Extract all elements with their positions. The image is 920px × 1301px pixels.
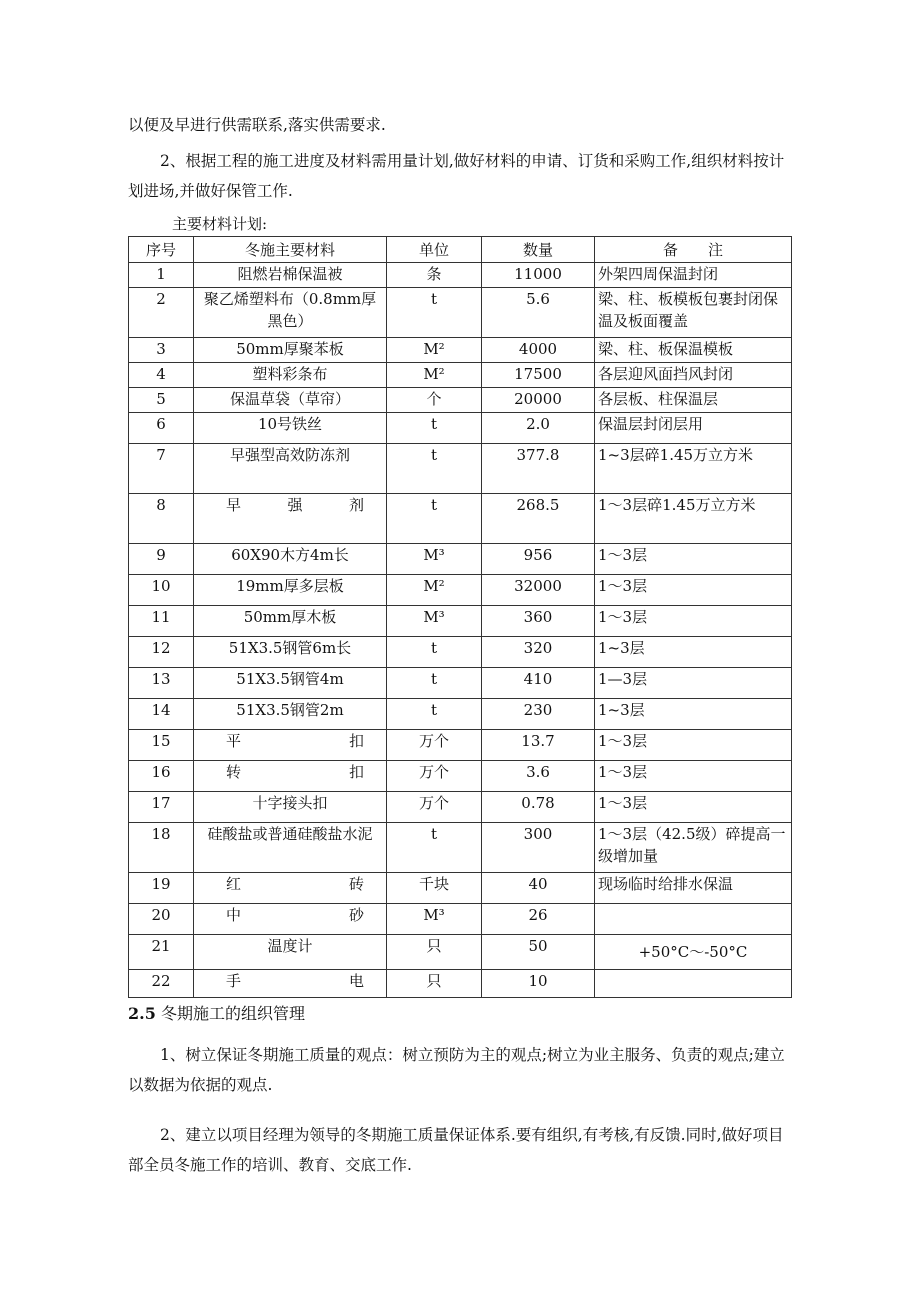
cell-material: 早强型高效防冻剂 bbox=[194, 444, 387, 494]
cell-remarks bbox=[595, 970, 792, 998]
table-caption: 主要材料计划: bbox=[172, 215, 268, 233]
cell-remarks: 梁、柱、板模板包裹封闭保温及板面覆盖 bbox=[595, 288, 792, 338]
cell-unit: t bbox=[387, 413, 482, 444]
table-row bbox=[129, 263, 792, 288]
cell-quantity: 26 bbox=[482, 904, 595, 935]
cell-seq: 11 bbox=[129, 606, 194, 637]
cell-remarks: 1—3层 bbox=[595, 668, 792, 699]
cell-material: 10号铁丝 bbox=[194, 413, 387, 444]
section-paragraph-2: 2、建立以项目经理为领导的冬期施工质量保证体系.要有组织,有考核,有反馈.同时,做好项目部全员冬施工作的培训、教育、交底工作. bbox=[128, 1126, 784, 1174]
cell-seq: 21 bbox=[129, 935, 194, 970]
table-row bbox=[129, 637, 792, 668]
table-row bbox=[129, 444, 792, 494]
table-row bbox=[129, 668, 792, 699]
cell-material: 51X3.5钢管6m长 bbox=[194, 637, 387, 668]
cell-quantity: 360 bbox=[482, 606, 595, 637]
cell-remarks: 1~3层 bbox=[595, 637, 792, 668]
cell-remarks: 现场临时给排水保温 bbox=[595, 873, 792, 904]
cell-quantity: 40 bbox=[482, 873, 595, 904]
cell-unit: M³ bbox=[387, 606, 482, 637]
table-row bbox=[129, 730, 792, 761]
cell-material: 50mm厚聚苯板 bbox=[194, 338, 387, 363]
cell-quantity: 3.6 bbox=[482, 761, 595, 792]
cell-unit: 只 bbox=[387, 970, 482, 998]
table-row bbox=[129, 904, 792, 935]
cell-unit: 万个 bbox=[387, 792, 482, 823]
cell-quantity: 0.78 bbox=[482, 792, 595, 823]
cell-seq: 15 bbox=[129, 730, 194, 761]
cell-unit: M² bbox=[387, 338, 482, 363]
cell-remarks: 各层迎风面挡风封闭 bbox=[595, 363, 792, 388]
cell-material: 保温草袋（草帘） bbox=[194, 388, 387, 413]
cell-unit: 万个 bbox=[387, 730, 482, 761]
cell-material: 19mm厚多层板 bbox=[194, 575, 387, 606]
cell-unit: 万个 bbox=[387, 761, 482, 792]
cell-unit: 条 bbox=[387, 263, 482, 288]
cell-unit: 千块 bbox=[387, 873, 482, 904]
header-material: 冬施主要材料 bbox=[194, 237, 387, 263]
section-number: 2.5 bbox=[128, 1004, 156, 1023]
section-heading bbox=[128, 1002, 305, 1026]
cell-quantity: 4000 bbox=[482, 338, 595, 363]
cell-material: 转扣 bbox=[194, 761, 387, 792]
cell-seq: 10 bbox=[129, 575, 194, 606]
cell-material: 50mm厚木板 bbox=[194, 606, 387, 637]
cell-quantity: 5.6 bbox=[482, 288, 595, 338]
cell-unit: 只 bbox=[387, 935, 482, 970]
table-row bbox=[129, 338, 792, 363]
cell-material: 51X3.5钢管4m bbox=[194, 668, 387, 699]
cell-remarks: 外架四周保温封闭 bbox=[595, 263, 792, 288]
table-row bbox=[129, 363, 792, 388]
cell-unit: t bbox=[387, 668, 482, 699]
cell-quantity: 17500 bbox=[482, 363, 595, 388]
table-row bbox=[129, 494, 792, 544]
table-body bbox=[129, 263, 792, 998]
cell-quantity: 32000 bbox=[482, 575, 595, 606]
cell-seq: 14 bbox=[129, 699, 194, 730]
cell-seq: 1 bbox=[129, 263, 194, 288]
cell-quantity: 410 bbox=[482, 668, 595, 699]
cell-unit: t bbox=[387, 494, 482, 544]
cell-unit: t bbox=[387, 444, 482, 494]
cell-seq: 5 bbox=[129, 388, 194, 413]
cell-seq: 9 bbox=[129, 544, 194, 575]
cell-material: 十字接头扣 bbox=[194, 792, 387, 823]
cell-material: 51X3.5钢管2m bbox=[194, 699, 387, 730]
cell-seq: 8 bbox=[129, 494, 194, 544]
table-row bbox=[129, 761, 792, 792]
cell-unit: 个 bbox=[387, 388, 482, 413]
cell-quantity: 11000 bbox=[482, 263, 595, 288]
cell-remarks: 1～3层碎1.45万立方米 bbox=[595, 494, 792, 544]
cell-remarks: 1～3层 bbox=[595, 792, 792, 823]
header-row bbox=[129, 237, 792, 263]
table-row bbox=[129, 413, 792, 444]
table-header bbox=[129, 237, 792, 263]
table-row bbox=[129, 606, 792, 637]
cell-unit: t bbox=[387, 288, 482, 338]
cell-remarks: 各层板、柱保温层 bbox=[595, 388, 792, 413]
cell-unit: t bbox=[387, 699, 482, 730]
cell-remarks: 1~3层 bbox=[595, 699, 792, 730]
header-seq: 序号 bbox=[129, 237, 194, 263]
cell-remarks bbox=[595, 904, 792, 935]
header-quantity: 数量 bbox=[482, 237, 595, 263]
cell-remarks: 1~3层碎1.45万立方米 bbox=[595, 444, 792, 494]
cell-remarks: 1～3层 bbox=[595, 575, 792, 606]
cell-seq: 19 bbox=[129, 873, 194, 904]
section-title: 冬期施工的组织管理 bbox=[160, 1004, 305, 1023]
cell-quantity: 268.5 bbox=[482, 494, 595, 544]
cell-material: 早强剂 bbox=[194, 494, 387, 544]
cell-seq: 13 bbox=[129, 668, 194, 699]
cell-seq: 12 bbox=[129, 637, 194, 668]
table-row bbox=[129, 544, 792, 575]
cell-remarks: 1～3层 bbox=[595, 544, 792, 575]
cell-unit: M³ bbox=[387, 904, 482, 935]
header-remarks: 备 注 bbox=[595, 237, 792, 263]
table-row bbox=[129, 823, 792, 873]
cell-quantity: 2.0 bbox=[482, 413, 595, 444]
cell-seq: 4 bbox=[129, 363, 194, 388]
cell-material: 硅酸盐或普通硅酸盐水泥 bbox=[194, 823, 387, 873]
cell-material: 平扣 bbox=[194, 730, 387, 761]
table-row bbox=[129, 699, 792, 730]
cell-quantity: 956 bbox=[482, 544, 595, 575]
cell-quantity: 377.8 bbox=[482, 444, 595, 494]
cell-material: 手电 bbox=[194, 970, 387, 998]
cell-quantity: 20000 bbox=[482, 388, 595, 413]
cell-remarks: 梁、柱、板保温模板 bbox=[595, 338, 792, 363]
cell-material: 中砂 bbox=[194, 904, 387, 935]
table-row bbox=[129, 388, 792, 413]
cell-seq: 16 bbox=[129, 761, 194, 792]
table-row bbox=[129, 935, 792, 970]
cell-seq: 7 bbox=[129, 444, 194, 494]
table-row bbox=[129, 288, 792, 338]
cell-quantity: 10 bbox=[482, 970, 595, 998]
materials-plan-table bbox=[128, 236, 792, 998]
header-unit: 单位 bbox=[387, 237, 482, 263]
cell-quantity: 230 bbox=[482, 699, 595, 730]
table-row bbox=[129, 792, 792, 823]
table-row bbox=[129, 873, 792, 904]
cell-quantity: 50 bbox=[482, 935, 595, 970]
cell-material: 温度计 bbox=[194, 935, 387, 970]
cell-quantity: 13.7 bbox=[482, 730, 595, 761]
cell-material: 60X90木方4m长 bbox=[194, 544, 387, 575]
cell-seq: 22 bbox=[129, 970, 194, 998]
cell-unit: M³ bbox=[387, 544, 482, 575]
cell-remarks: 保温层封闭层用 bbox=[595, 413, 792, 444]
cell-quantity: 320 bbox=[482, 637, 595, 668]
cell-seq: 17 bbox=[129, 792, 194, 823]
cell-remarks: 1～3层 bbox=[595, 606, 792, 637]
cell-remarks: +50°C～-50°C bbox=[595, 935, 792, 970]
cell-material: 塑料彩条布 bbox=[194, 363, 387, 388]
cell-material: 聚乙烯塑料布（0.8mm厚黑色） bbox=[194, 288, 387, 338]
cell-unit: t bbox=[387, 823, 482, 873]
cell-remarks: 1～3层 bbox=[595, 761, 792, 792]
cell-remarks: 1～3层（42.5级）碎提高一级增加量 bbox=[595, 823, 792, 873]
cell-unit: M² bbox=[387, 575, 482, 606]
cell-remarks: 1～3层 bbox=[595, 730, 792, 761]
cell-seq: 20 bbox=[129, 904, 194, 935]
section-paragraph-1: 1、树立保证冬期施工质量的观点：树立预防为主的观点;树立为业主服务、负责的观点;建立以数据为依据的观点. bbox=[128, 1046, 785, 1094]
cell-seq: 6 bbox=[129, 413, 194, 444]
intro-paragraph-2: 2、根据工程的施工进度及材料需用量计划,做好材料的申请、订货和采购工作,组织材料按计划进场,并做好保管工作. bbox=[128, 152, 785, 200]
cell-unit: t bbox=[387, 637, 482, 668]
intro-continuation-text: 以便及早进行供需联系,落实供需要求. bbox=[128, 116, 386, 134]
cell-seq: 2 bbox=[129, 288, 194, 338]
cell-seq: 18 bbox=[129, 823, 194, 873]
cell-material: 红砖 bbox=[194, 873, 387, 904]
cell-seq: 3 bbox=[129, 338, 194, 363]
cell-unit: M² bbox=[387, 363, 482, 388]
table-row bbox=[129, 970, 792, 998]
cell-quantity: 300 bbox=[482, 823, 595, 873]
cell-material: 阻燃岩棉保温被 bbox=[194, 263, 387, 288]
table-row bbox=[129, 575, 792, 606]
